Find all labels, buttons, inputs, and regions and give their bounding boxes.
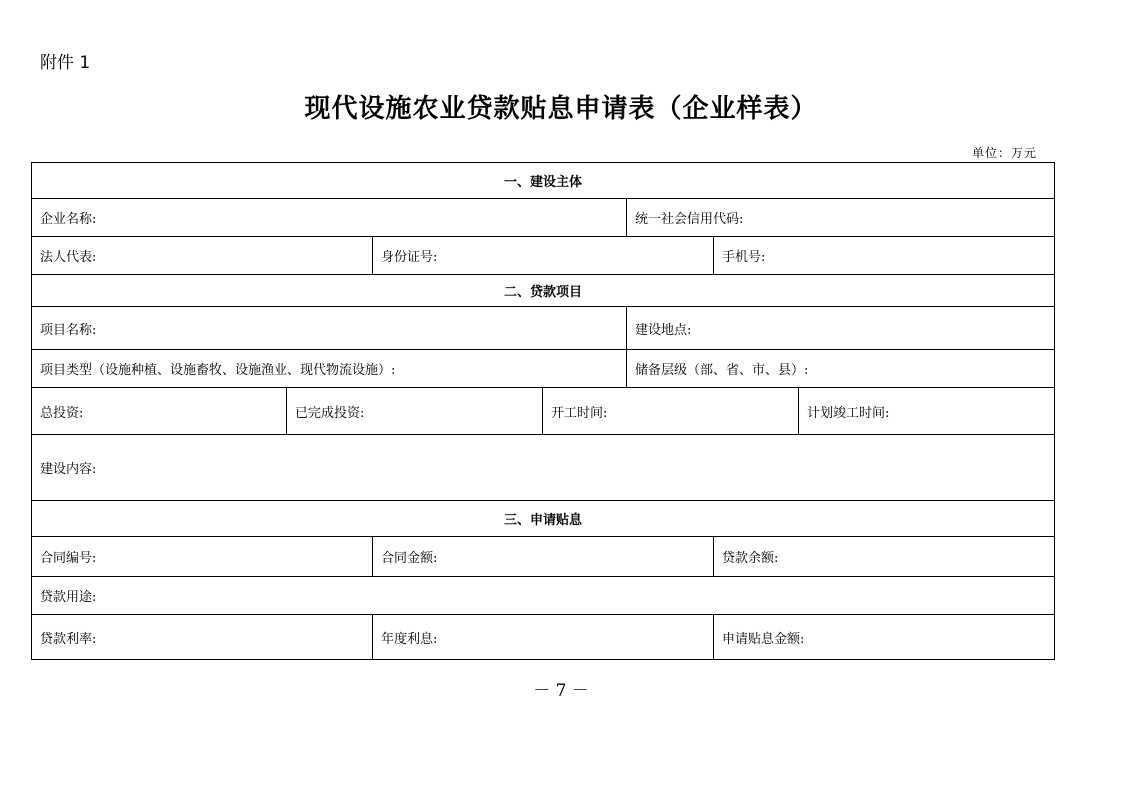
construction-content-field[interactable]: 建设内容:: [32, 435, 1055, 501]
completed-investment-field[interactable]: 已完成投资:: [287, 388, 543, 435]
page-number: － 7 －: [533, 681, 589, 701]
section-heading-subject: 一、建设主体: [32, 163, 1055, 199]
credit-code-field[interactable]: 统一社会信用代码:: [627, 199, 1055, 237]
form-row: [32, 350, 1055, 388]
loan-purpose-field[interactable]: 贷款用途:: [32, 577, 1055, 615]
form-row: [32, 537, 1055, 577]
form-row: [32, 237, 1055, 275]
id-number-field[interactable]: 身份证号:: [373, 237, 714, 275]
contract-amount-field[interactable]: 合同金额:: [373, 537, 714, 577]
form-title: 现代设施农业贷款贴息申请表（企业样表）: [304, 94, 818, 124]
section-heading-loan-project: 二、贷款项目: [32, 275, 1055, 307]
loan-balance-field[interactable]: 贷款余额:: [714, 537, 1055, 577]
form-row: [32, 307, 1055, 350]
project-name-field[interactable]: 项目名称:: [32, 307, 627, 350]
form-row: [32, 199, 1055, 237]
section-row: [32, 163, 1055, 199]
phone-field[interactable]: 手机号:: [714, 237, 1055, 275]
application-form-table: [31, 162, 1055, 660]
project-type-field[interactable]: 项目类型（设施种植、设施畜牧、设施渔业、现代物流设施）:: [32, 350, 627, 388]
attachment-label: 附件 1: [40, 53, 91, 73]
total-investment-field[interactable]: 总投资:: [32, 388, 287, 435]
contract-no-field[interactable]: 合同编号:: [32, 537, 373, 577]
interest-rate-field[interactable]: 贷款利率:: [32, 615, 373, 660]
form-row: [32, 435, 1055, 501]
unit-label: 单位：万元: [972, 146, 1038, 160]
form-row: [32, 388, 1055, 435]
subsidy-amount-field[interactable]: 申请贴息金额:: [714, 615, 1055, 660]
section-row: [32, 501, 1055, 537]
section-row: [32, 275, 1055, 307]
form-row: [32, 577, 1055, 615]
location-field[interactable]: 建设地点:: [627, 307, 1055, 350]
legal-rep-field[interactable]: 法人代表:: [32, 237, 373, 275]
annual-interest-field[interactable]: 年度利息:: [373, 615, 714, 660]
start-time-field[interactable]: 开工时间:: [543, 388, 799, 435]
company-name-field[interactable]: 企业名称:: [32, 199, 627, 237]
form-row: [32, 615, 1055, 660]
planned-completion-field[interactable]: 计划竣工时间:: [799, 388, 1055, 435]
section-heading-subsidy: 三、申请贴息: [32, 501, 1055, 537]
reserve-level-field[interactable]: 储备层级（部、省、市、县）:: [627, 350, 1055, 388]
